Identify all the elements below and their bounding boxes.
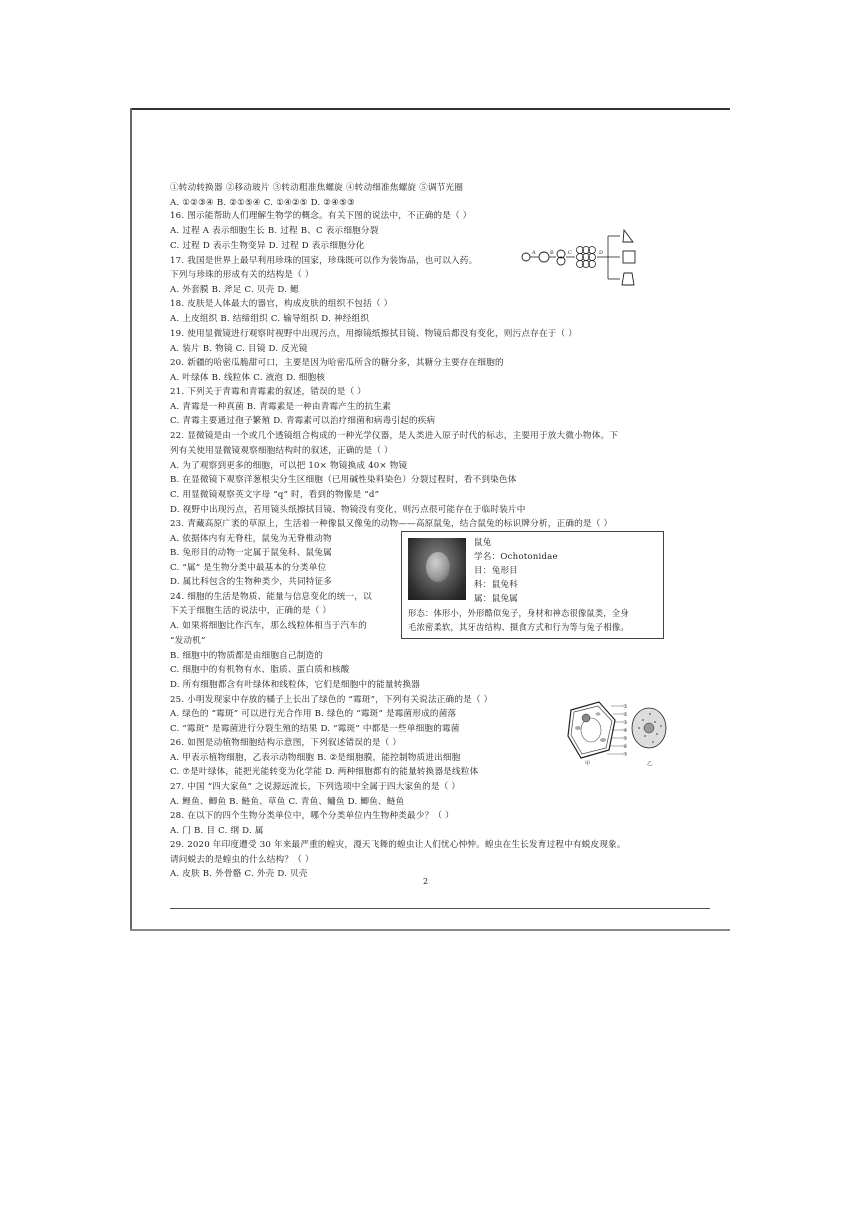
pika-description-1: 形态：体形小，外形酷似兔子，身材和神态很像鼠类，全身 [408,608,629,618]
cell-label-2: ② [623,712,628,718]
cell-process-diagram [520,226,648,288]
question-line: 23. 青藏高原广袤的草原上，生活着一种像鼠又像兔的动物——高原鼠兔，结合鼠兔的标识牌分析，正确的是（ ） [170,519,613,529]
cell-label-jia: 甲 [585,761,591,766]
plant-animal-cell-diagram [565,698,670,766]
question-line: 16. 图示能帮助人们理解生物学的概念。有关下图的说法中，不正确的是（ ） [170,211,472,221]
diagram-label-b: B [550,250,554,256]
cell-label-yi: 乙 [647,761,653,766]
question-line: 下列与珍珠的形成有关的结构是（ ） [170,270,314,280]
question-line: A. 为了观察到更多的细胞，可以把 10× 物镜换成 40× 物镜 [170,461,408,471]
question-line: A. 叶绿体 B. 线粒体 C. 液泡 D. 细胞核 [170,373,326,383]
question-line: B. 在显微镜下观察洋葱根尖分生区细胞（已用碱性染料染色）分裂过程时，看不到染色体 [170,475,517,485]
question-line: A. ①②③④ B. ②①⑤④ C. ①④②⑤ D. ②④⑤③ [170,198,355,208]
question-line: 下关于细胞生活的说法中，正确的是（ ） [170,606,332,616]
question-line: B. 细胞中的物质都是由细胞自己制造的 [170,651,324,661]
diagram-label-a: A [532,250,536,256]
cell-label-7: ⑦ [623,752,628,758]
question-line: 28. 在以下的四个生物分类单位中，哪个分类单位内生物种类最少？（ ） [170,811,454,821]
page-left-border [130,108,132,930]
question-line: 29. 2020 年印度遭受 30 年来最严重的蝗灾，漫天飞舞的蝗虫让人们忧心忡忡。蝗虫在生长发育过程中有蜕皮现象。 [170,840,626,850]
question-line: “发动机” [170,636,206,646]
question-line: 列有关使用显微镜观察细胞结构时的叙述，正确的是（ ） [170,446,393,456]
question-line: 20. 新疆的哈密瓜脆甜可口，主要是因为哈密瓜所含的糖分多，其糖分主要存在细胞的 [170,358,504,368]
question-line: C. 过程 D 表示生物变异 D. 过程 D 表示细胞分化 [170,241,365,251]
question-line: A. 外套膜 B. 斧足 C. 贝壳 D. 鳃 [170,285,299,295]
page-top-border [130,108,730,110]
pika-family: 科：鼠兔科 [474,580,518,590]
page-number: 2 [423,877,429,886]
pika-info-card [401,531,664,639]
question-line: A. 甲表示植物细胞，乙表示动物细胞 B. ②是细胞膜，能控制物质进出细胞 [170,753,461,763]
question-line: A. 依据体内有无脊柱，鼠兔为无脊椎动物 [170,534,332,544]
cell-label-1: ① [623,704,628,710]
cell-label-4: ④ [623,728,628,734]
question-line: 24. 细胞的生活是物质、能量与信息变化的统一，以 [170,592,372,602]
page-footer-rule [170,908,710,909]
pika-name: 鼠兔 [474,538,492,548]
question-line: A. 鲤鱼、鲫鱼 B. 鲢鱼、草鱼 C. 青鱼、鳙鱼 D. 鲫鱼、鲢鱼 [170,797,405,807]
question-line: A. 装片 B. 物镜 C. 目镜 D. 反光镜 [170,344,308,354]
cell-label-3: ③ [623,720,628,726]
question-line: 25. 小明发现家中存放的橘子上长出了绿色的 “霉斑”，下列有关说法正确的是（ ） [170,695,493,705]
question-line: A. 上皮组织 B. 结缔组织 C. 输导组织 D. 神经组织 [170,314,370,324]
question-line: 请问蜕去的是蝗虫的什么结构？（ ） [170,855,314,865]
pika-photo [408,538,466,600]
question-line: 19. 使用显微镜进行观察时视野中出现污点，用擦镜纸擦拭目镜、物镜后都没有变化，则污点存在于（ ） [170,329,578,339]
question-line: D. 视野中出现污点，若用镜头纸擦拭目镜、物镜没有变化，则污点很可能存在于临时装片中 [170,505,526,515]
diagram-label-d: D [599,250,604,256]
question-line: 26. 如图是动植物细胞结构示意图，下列叙述错误的是（ ） [170,738,402,748]
page-bottom-border [130,929,730,931]
question-line: 27. 中国 “四大家鱼” 之说源远流长，下列选项中全属于四大家鱼的是（ ） [170,782,461,792]
question-line: A. 过程 A 表示细胞生长 B. 过程 B、C 表示细胞分裂 [170,226,379,236]
question-line: 17. 我国是世界上最早利用珍珠的国家，珍珠既可以作为装饰品，也可以入药。 [170,256,478,266]
pika-description-2: 毛浓密柔软，其牙齿结构、摄食方式和行为等与兔子相像。 [408,622,629,632]
question-line: C. “霉斑” 是霉菌进行分裂生殖的结果 D. “霉斑” 中都是一些单细胞的霉菌 [170,724,460,734]
diagram-label-c: C [568,250,572,256]
question-line: A. 绿色的 “霉斑” 可以进行光合作用 B. 绿色的 “霉斑” 是霉菌形成的菌落 [170,709,457,719]
question-line: D. 属比科包含的生物种类少，共同特征多 [170,577,333,587]
question-line: C. 用显微镜观察英文字母 “q” 时，看到的物像是 “d” [170,490,380,500]
question-line: C. 青霉主要通过孢子繁殖 D. 青霉素可以治疗细菌和病毒引起的疾病 [170,416,436,426]
question-line: C. 细胞中的有机物有水、脂质、蛋白质和核酸 [170,665,350,675]
pika-order: 目：兔形目 [474,566,518,576]
cell-label-5: ⑤ [623,736,628,742]
cell-label-6: ⑥ [623,744,628,750]
question-line: 22. 显微镜是由一个或几个透镜组合构成的一种光学仪器，是人类进入原子时代的标志，主要用于放大微小物体。下 [170,431,619,441]
question-line: B. 兔形目的动物一定属于鼠兔科、鼠兔属 [170,548,332,558]
question-line: D. 所有细胞都含有叶绿体和线粒体，它们是细胞中的能量转换器 [170,680,421,690]
question-line: ①转动转换器 ②移动玻片 ③转动粗准焦螺旋 ④转动细准焦螺旋 ⑤调节光圈 [170,183,464,193]
question-line: C. “属” 是生物分类中最基本的分类单位 [170,563,327,573]
question-line: A. 门 B. 目 C. 纲 D. 属 [170,826,264,836]
question-line: 18. 皮肤是人体最大的器官，构成皮肤的组织不包括（ ） [170,299,393,309]
question-line: A. 青霉是一种真菌 B. 青霉素是一种由青霉产生的抗生素 [170,402,392,412]
question-line: A. 皮肤 B. 外骨骼 C. 外壳 D. 贝壳 [170,869,308,879]
question-line: 21. 下列关于青霉和青霉素的叙述，错误的是（ ） [170,387,367,397]
pika-latin-name: 学名：Ochotonidae [474,552,558,562]
pika-genus: 属：鼠兔属 [474,594,518,604]
question-line: A. 如果将细胞比作汽车，那么线粒体相当于汽车的 [170,621,367,631]
question-line: C. ⑦是叶绿体，能把光能转变为化学能 D. 两种细胞都有的能量转换器是线粒体 [170,767,479,777]
